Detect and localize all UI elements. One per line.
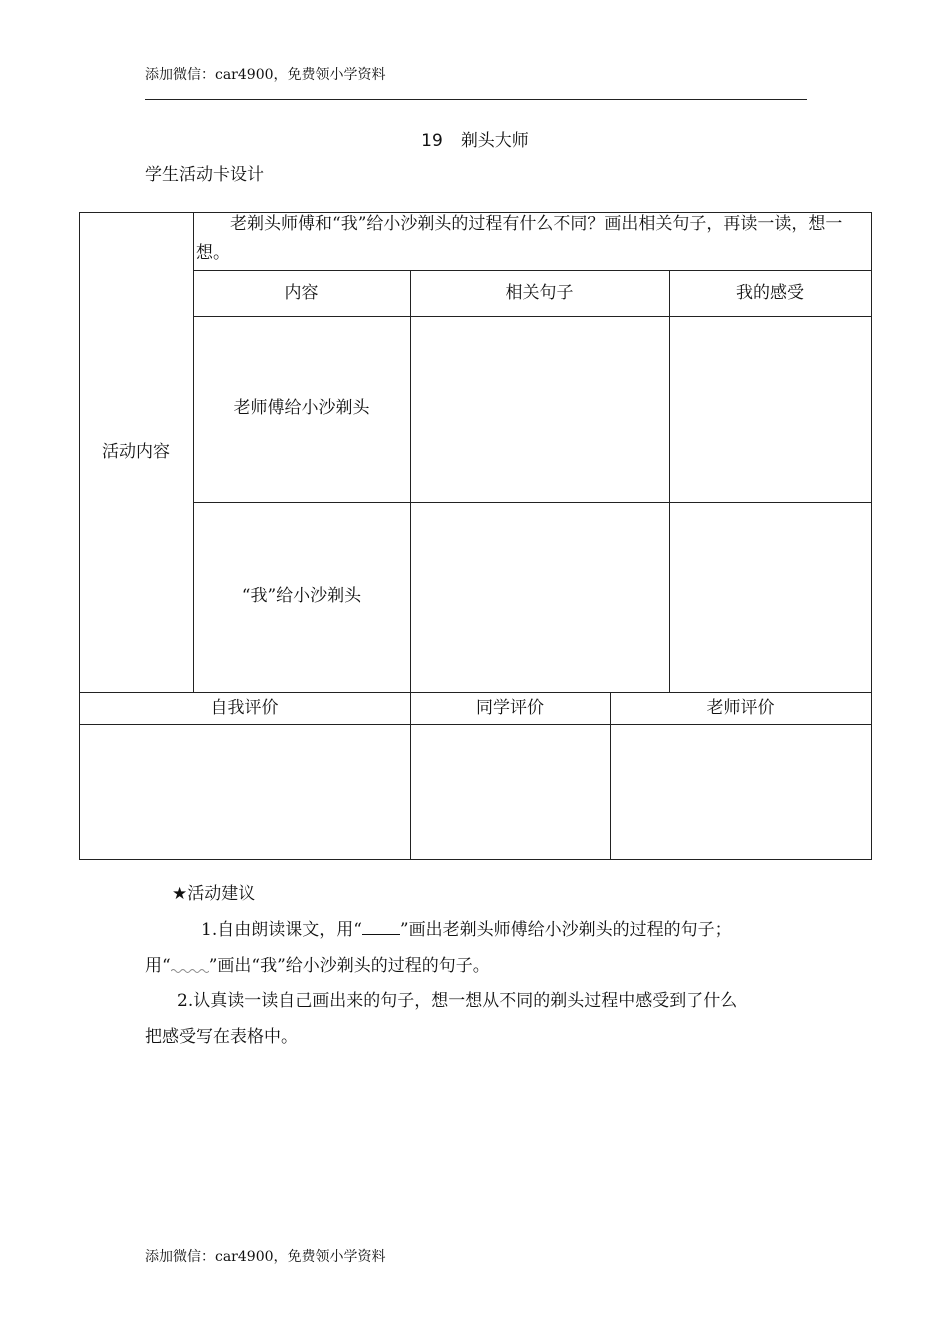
column-header-content: 内容 <box>284 283 319 303</box>
lesson-number: 19 <box>421 131 443 151</box>
row-content-2: “我”给小沙剃头 <box>241 586 362 606</box>
suggestion-1-text-a: 1.自由朗读课文，用“ <box>201 920 362 940</box>
suggestion-1-line-1 <box>201 915 732 940</box>
side-label: 活动内容 <box>102 442 170 462</box>
page-title <box>0 126 950 151</box>
table-line-eval-header-bottom <box>79 724 872 725</box>
table-border-right <box>871 212 872 860</box>
row-content-1: 老师傅给小沙剃头 <box>233 398 370 418</box>
header-rule <box>145 99 807 100</box>
suggestion-1-text-c: 用“ <box>145 956 171 976</box>
table-line-prompt-bottom <box>193 270 872 271</box>
table-border-left <box>79 212 80 860</box>
table-line-col1 <box>410 270 411 693</box>
eval-self-label: 自我评价 <box>210 698 279 718</box>
eval-peer-label: 同学评价 <box>476 698 544 718</box>
eval-teacher-label: 老师评价 <box>706 698 775 718</box>
suggestion-1-line-2 <box>145 951 490 976</box>
suggestion-2-line-1: 2.认真读一读自己画出来的句子，想一想从不同的剃头过程中感受到了什么 <box>177 991 738 1011</box>
table-line-row1-bottom <box>193 502 872 503</box>
suggestions-title: ★活动建议 <box>172 884 256 904</box>
suggestion-1-text-b: ”画出老剃头师傅给小沙剃头的过程的句子； <box>399 920 732 940</box>
footer-note: 添加微信：car4900，免费领小学资料 <box>145 1249 386 1265</box>
straight-underline-mark <box>362 920 400 935</box>
table-prompt <box>196 210 868 268</box>
table-border-bottom <box>79 859 872 860</box>
table-line-header-bottom <box>193 316 872 317</box>
column-header-feeling: 我的感受 <box>736 283 804 303</box>
column-header-sentence: 相关句子 <box>505 283 574 303</box>
lesson-title: 剃头大师 <box>460 131 529 151</box>
suggestion-1-text-d: ”画出“我”给小沙剃头的过程的句子。 <box>208 956 490 976</box>
section-subtitle: 学生活动卡设计 <box>145 165 264 185</box>
header-note: 添加微信：car4900，免费领小学资料 <box>145 67 386 83</box>
prompt-text: 老剃头师傅和“我”给小沙剃头的过程有什么不同？画出相关句子，再读一读，想一想。 <box>196 214 843 263</box>
suggestion-2-line-2: 把感受写在表格中。 <box>145 1027 298 1047</box>
wavy-underline-mark <box>171 957 209 971</box>
table-line-col2 <box>669 270 670 693</box>
